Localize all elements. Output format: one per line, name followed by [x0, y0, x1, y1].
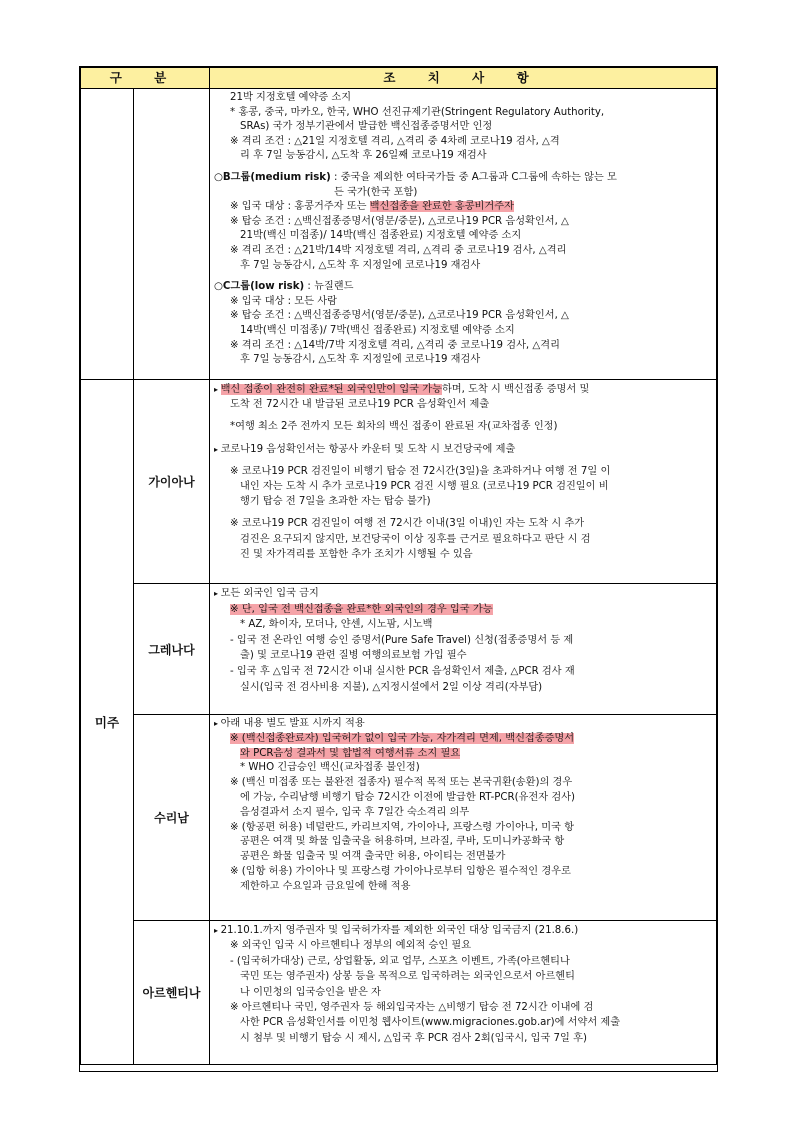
text-line: 출) 및 코로나19 관련 질병 여행의료보험 가입 필수: [240, 650, 467, 662]
text-line: - (입국허가대상) 근로, 상업활동, 외교 업무, 스포츠 이벤트, 가족(아르헨티나: [230, 955, 570, 967]
text-line: SRAs) 국가 정부기관에서 발급한 백신접종증명서만 인정: [240, 121, 493, 133]
text-line: 에 가능, 수리남행 비행기 탑승 72시간 이전에 발급한 RT-PCR(유전자 검사): [240, 791, 575, 803]
text-line: 실시(입국 전 검사비용 지불), △지정시설에서 2일 이상 격리(자부담): [240, 681, 543, 693]
text-line: ※ 격리 조건 : △21일 지정호텔 격리, △격리 중 4차례 코로나19 검사, △격: [230, 135, 560, 147]
group-c-desc: : 뉴질랜드: [304, 281, 354, 293]
text-line: 21박 지정호텔 예약증 소지: [230, 92, 352, 103]
text-line: ※ (입항 허용) 가이아나 및 프랑스령 가이아나로부터 입항은 필수적인 경우로: [230, 865, 571, 877]
country-row-guyana: [81, 380, 717, 584]
text-line: 나 이민청의 입국승인을 받은 자: [240, 986, 381, 998]
group-b-title: ○B그룹(medium risk): [214, 171, 331, 183]
country-suriname: 수리남: [134, 715, 210, 921]
text-line: ※ 격리 조건 : △21박/14박 지정호텔 격리, △격리 중 코로나19 검사, △격리: [230, 244, 567, 256]
grenada-content: [210, 584, 717, 715]
text-line: 사한 PCR 음성확인서를 이민청 웹사이트(www.migraciones.gob.ar)에 서약서 제출: [240, 1017, 621, 1029]
text-line: 공편은 여객 및 화물 입출국을 허용하며, 브라질, 쿠바, 도미니카공화국 항: [240, 836, 565, 848]
text-line: ※ 코로나19 PCR 검진일이 비행기 탑승 전 72시간(3일)을 초과하거나 여행 전 7일 이: [230, 465, 611, 477]
guyana-highlight: 백신 접종이 완전히 완료*된 외국인만이 입국 가능: [220, 384, 442, 395]
text-line: ▸ 21.10.1.까지 영주권자 및 입국허가자를 제외한 외국인 대상 입국금지 (21.8.6.): [214, 923, 710, 938]
header-row: [81, 68, 717, 89]
text-line: 후 7일 능동감시, △도착 후 지정일에 코로나19 재검사: [240, 354, 481, 366]
text-line: 14박(백신 미접종)/ 7박(백신 접종완료) 지정호텔 예약증 소지: [240, 324, 515, 336]
text-line: 공편은 화물 입출국 및 여객 출국만 허용, 아이티는 전면불가: [240, 851, 506, 863]
group-b-entry-highlight: 백신접종을 완료한 홍콩비거주자: [369, 201, 514, 213]
text-line: ※ 탑승 조건 : △백신접종증명서(영문/중문), △코로나19 PCR 음성확인서, △: [230, 215, 569, 227]
text-line: ▸ 아래 내용 별도 발표 시까지 적용: [214, 717, 710, 732]
measures-table: [80, 67, 717, 1065]
country-argentina: 아르헨티나: [134, 921, 210, 1065]
text-line: * 홍콩, 중국, 마카오, 한국, WHO 선진규제기관(Stringent Regulatory Authority,: [230, 106, 605, 118]
country-grenada: 그레나다: [134, 584, 210, 715]
text-line: 음성결과서 소지 필수, 입국 후 7일간 숙소격리 의무: [240, 806, 470, 818]
text-line: 도착 전 72시간 내 발급된 코로나19 PCR 음성확인서 제출: [230, 399, 490, 411]
country-row-suriname: [81, 715, 717, 921]
suriname-highlight: ※ (백신접종완료자) 입국허가 없이 입국 가능, 자가격리 면제, 백신접종증명서: [230, 732, 575, 744]
group-c-title: ○C그룹(low risk): [214, 281, 305, 293]
text-line: *여행 최소 2주 전까지 모든 회차의 백신 접종이 완료된 자(교차접종 인정): [230, 421, 558, 433]
country-row-grenada: [81, 584, 717, 715]
text-line: * AZ, 화이자, 모더나, 얀센, 시노팜, 시노백: [240, 619, 433, 631]
text-line: 리 후 7일 능동감시, △도착 후 26일째 코로나19 재검사: [240, 150, 487, 162]
continuation-row: [81, 89, 717, 380]
text-span: 하며, 도착 시 백신접종 증명서 및: [441, 384, 590, 395]
text-line: ※ (백신 미접종 또는 불완전 접종자) 필수적 목적 또는 본국귀환(송환)의 경우: [230, 777, 573, 789]
text-line: 국민 또는 영주권자) 상봉 등을 목적으로 입국하려는 외국인으로서 아르헨티: [240, 971, 575, 983]
country-row-argentina: [81, 921, 717, 1065]
text-line: 제한하고 수요일과 금요일에 한해 적용: [240, 880, 411, 892]
guyana-content: [210, 380, 717, 584]
text-line: ※ 탑승 조건 : △백신접종증명서(영문/중문), △코로나19 PCR 음성확인서, △: [230, 310, 569, 322]
country-guyana: 가이아나: [134, 380, 210, 584]
text-line: - 입국 전 온라인 여행 승인 증명서(Pure Safe Travel) 신청(접종증명서 등 제: [230, 634, 574, 646]
text-line: ※ 외국인 입국 시 아르헨티나 정부의 예외적 승인 필요: [230, 940, 472, 952]
group-b-entry: ※ 입국 대상 : 홍콩거주자 또는: [230, 201, 370, 213]
continuation-content: [210, 89, 717, 380]
grenada-highlight: ※ 단, 입국 전 백신접종을 완료*한 외국인의 경우 입국 가능: [230, 603, 493, 615]
text-line: ▸ 코로나19 음성확인서는 항공사 카운터 및 도착 시 보건당국에 제출: [214, 442, 710, 457]
text-line: 행기 탑승 전 7일을 초과한 자는 탑승 불가): [240, 496, 431, 508]
argentina-content: [210, 921, 717, 1065]
text-line: * WHO 긴급승인 백신(교차접종 불인정): [240, 762, 420, 774]
text-line: 진 및 자가격리를 포함한 추가 조치가 시행될 수 있음: [240, 548, 473, 560]
measures-table-page: [79, 66, 718, 1072]
text-line: 후 7일 능동감시, △도착 후 지정일에 코로나19 재검사: [240, 259, 481, 271]
text-line: 21박(백신 미접종)/ 14박(백신 접종완료) 지정호텔 예약증 소지: [240, 230, 522, 242]
header-category: 구 분: [81, 68, 210, 89]
text-line: 든 국가(한국 포함): [334, 186, 418, 198]
region-americas: 미주: [81, 380, 134, 1065]
continuation-region-cell: [81, 89, 134, 380]
text-line: 내인 자는 도착 시 추가 코로나19 PCR 검진 시행 필요 (코로나19 PCR 검진일이 비: [240, 481, 609, 493]
text-line: ※ 아르헨티나 국민, 영주권자 등 해외입국자는 △비행기 탑승 전 72시간 이내에 검: [230, 1002, 594, 1014]
text-line: 검진은 요구되지 않지만, 보건당국이 이상 징후를 근거로 필요하다고 판단 시 검: [240, 533, 591, 545]
group-b-desc: : 중국을 제외한 여타국가들 중 A그룹과 C그룹에 속하는 않는 모: [330, 171, 617, 183]
header-measures: 조 치 사 항: [210, 68, 717, 89]
text-line: ※ 코로나19 PCR 검진일이 여행 전 72시간 이내(3일 이내)인 자는 도착 시 추가: [230, 518, 585, 530]
text-line: ※ 격리 조건 : △14박/7박 지정호텔 격리, △격리 중 코로나19 검사, △격리: [230, 339, 560, 351]
suriname-content: [210, 715, 717, 921]
text-line: ※ 입국 대상 : 모든 사람: [230, 295, 337, 307]
text-line: ▸ 모든 외국인 입국 금지: [214, 586, 710, 602]
suriname-highlight: 와 PCR음성 결과서 및 합법적 여행서류 소지 필요: [240, 747, 461, 759]
text-line: 시 첨부 및 비행기 탑승 시 제시, △입국 후 PCR 검사 2회(입국시, 입국 7일 후): [240, 1032, 587, 1044]
text-line: - 입국 후 △입국 전 72시간 이내 실시한 PCR 음성확인서 제출, △PCR 검사 재: [230, 665, 575, 677]
text-line: ※ (항공편 허용) 네덜란드, 카리브지역, 가이아나, 프랑스령 가이아나, 미국 항: [230, 821, 574, 833]
continuation-country-cell: [134, 89, 210, 380]
